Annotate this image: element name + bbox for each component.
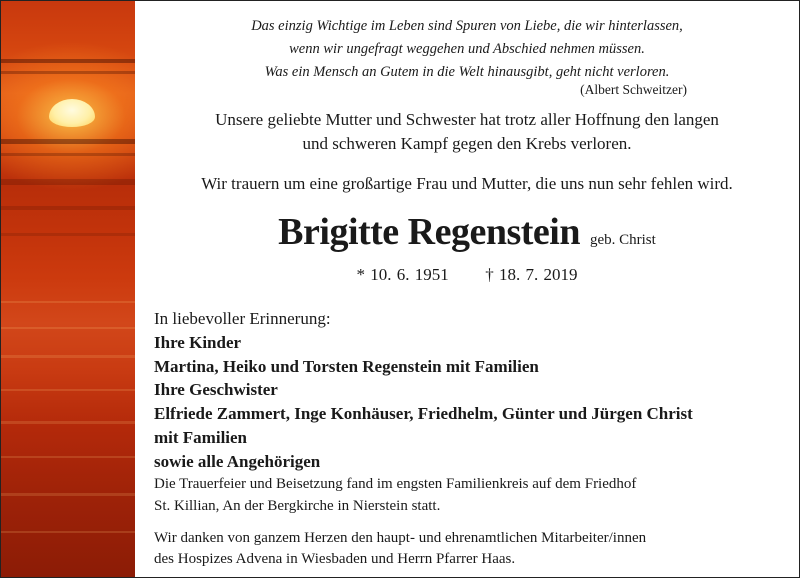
cloud-streak <box>1 71 135 74</box>
intro-text <box>135 108 799 156</box>
siblings-names: Elfriede Zammert, Inge Konhäuser, Friedhelm, Günter und Jürgen Christ <box>154 404 693 424</box>
siblings-label: Ihre Geschwister <box>154 380 278 400</box>
water-reflection <box>1 421 135 424</box>
water-reflection <box>1 389 135 391</box>
cloud-streak <box>1 59 135 63</box>
intro-line: Unsere geliebte Mutter und Schwester hat trotz aller Hoffnung den langen <box>215 110 719 129</box>
quote-line: wenn wir ungefragt weggehen und Abschied nehmen müssen. <box>289 41 645 57</box>
cloud-streak <box>1 153 135 156</box>
obituary-text <box>135 1 799 577</box>
maiden-name: geb. Christ <box>589 232 656 248</box>
water-reflection <box>1 493 135 496</box>
intro-line: und schweren Kampf gegen den Krebs verloren. <box>302 134 632 153</box>
water-reflection <box>1 456 135 458</box>
sun <box>49 99 95 127</box>
quote-line: Was ein Mensch an Gutem in die Welt hinausgibt, geht nicht verloren. <box>264 64 670 80</box>
thanks-note <box>154 528 794 570</box>
funeral-note <box>154 473 784 517</box>
thanks-line: des Hospizes Advena in Wiesbaden und Herrn Pfarrer Haas. <box>154 551 516 567</box>
family-list <box>154 307 784 474</box>
relatives-line: sowie alle Angehörigen <box>154 451 321 471</box>
water-reflection <box>1 531 135 533</box>
thanks-line: Wir danken von ganzem Herzen den haupt- und ehrenamtlichen Mitarbeiter/innen <box>154 530 647 546</box>
birth-date: * 10. 6. 1951 <box>356 265 449 284</box>
water-reflection <box>1 355 135 358</box>
children-names: Martina, Heiko und Torsten Regenstein mit Familien <box>154 356 539 376</box>
sunset-photo <box>1 1 135 577</box>
quote-line: Das einzig Wichtige im Leben sind Spuren von Liebe, die wir hinterlassen, <box>251 18 683 34</box>
cloud-streak <box>1 139 135 144</box>
deceased-name: Brigitte Regenstein <box>278 211 580 253</box>
funeral-line: Die Trauerfeier und Beisetzung fand im engsten Familienkreis auf dem Friedhof <box>154 476 637 492</box>
cloud-streak <box>1 206 135 210</box>
mourn-text: Wir trauern um eine großartige Frau und Mutter, die uns nun sehr fehlen wird. <box>201 174 733 193</box>
quote <box>135 15 799 84</box>
cloud-streak <box>1 233 135 236</box>
siblings-families: mit Familien <box>154 427 248 447</box>
deceased-heading <box>135 210 799 254</box>
water-reflection <box>1 327 135 329</box>
cloud-streak <box>1 179 135 185</box>
water-reflection <box>1 301 135 303</box>
remembrance-label: In liebevoller Erinnerung: <box>154 309 331 328</box>
quote-author: (Albert Schweitzer) <box>580 82 687 97</box>
life-dates <box>135 265 799 285</box>
funeral-line: St. Killian, An der Bergkirche in Nierstein statt. <box>154 498 441 514</box>
death-date: † 18. 7. 2019 <box>485 265 578 284</box>
children-label: Ihre Kinder <box>154 332 242 352</box>
